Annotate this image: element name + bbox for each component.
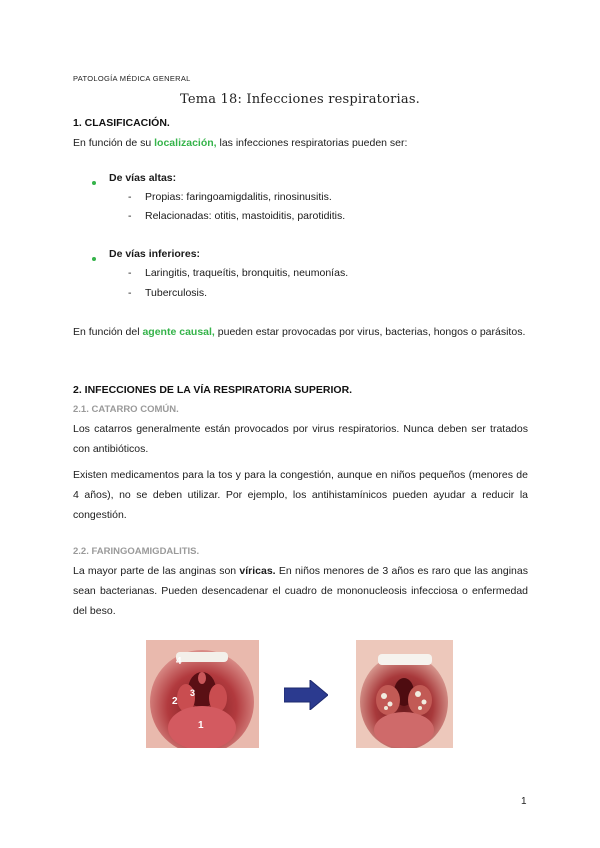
agent-paragraph: En función del agente causal, pueden estar provocadas por virus, bacterias, hongos o parásitos.: [73, 326, 526, 338]
group-2-item-2: - Tuberculosis.: [128, 287, 208, 299]
throat-photo-normal: [146, 640, 259, 748]
subsection-2-1-heading: 2.1. CATARRO COMÚN.: [73, 404, 179, 415]
section-2-heading: 2. INFECCIONES DE LA VÍA RESPIRATORIA SUPERIOR.: [73, 384, 353, 396]
header-label: PATOLOGÍA MÉDICA GENERAL: [73, 74, 191, 83]
group-1-title: De vías altas:: [109, 172, 177, 184]
subsection-2-2-heading: 2.2. FARINGOAMIGDALITIS.: [73, 546, 200, 557]
section-1-heading: 1. CLASIFICACIÓN.: [73, 117, 170, 129]
section-1-intro: [73, 133, 528, 153]
throat-photo-infected: [356, 640, 453, 748]
group-1-item-2: - Relacionadas: otitis, mastoiditis, parotiditis.: [128, 210, 346, 222]
faringo-paragraph: La mayor parte de las anginas son víricas. En niños menores de 3 años es raro que las anginas sean bacterianas. Pueden desencadenar el cuadro de mononucleosis infecciosa o enfermedad del beso.: [73, 565, 528, 617]
figure-label: 2: [172, 696, 178, 707]
bullet-icon: [92, 181, 96, 185]
highlight-localizacion: localización,: [154, 137, 217, 149]
group-2-title: De vías inferiores:: [109, 248, 201, 260]
catarro-paragraph-2: Existen medicamentos para la tos y para la congestión, aunque en niños pequeños (menores de 4 años), no se deben utilizar. Por ejemplo, los antihistamínicos pueden ayudar a reducir la congestión.: [73, 469, 528, 521]
bold-viricas: víricas.: [239, 565, 276, 577]
intro-text: En función de su: [73, 137, 155, 149]
intro-text-end: las infecciones respiratorias pueden ser:: [216, 137, 408, 149]
arrow-right-icon: [284, 680, 328, 710]
bullet-icon: [92, 257, 96, 261]
figure-label: 1: [198, 720, 204, 731]
catarro-paragraph-1: Los catarros generalmente están provocados por virus respiratorios. Nunca deben ser tratados con antibióticos.: [73, 423, 528, 455]
page-number: 1: [521, 796, 527, 807]
page-title: Tema 18: Infecciones respiratorias.: [179, 92, 421, 107]
highlight-agente-causal: agente causal,: [142, 326, 215, 338]
group-2-item-1: - Laringitis, traqueítis, bronquitis, neumonías.: [128, 267, 349, 279]
group-1-item-1: - Propias: faringoamigdalitis, rinosinusitis.: [128, 191, 332, 203]
figure-label: 4: [176, 656, 182, 667]
figure-label: 3: [190, 688, 196, 698]
